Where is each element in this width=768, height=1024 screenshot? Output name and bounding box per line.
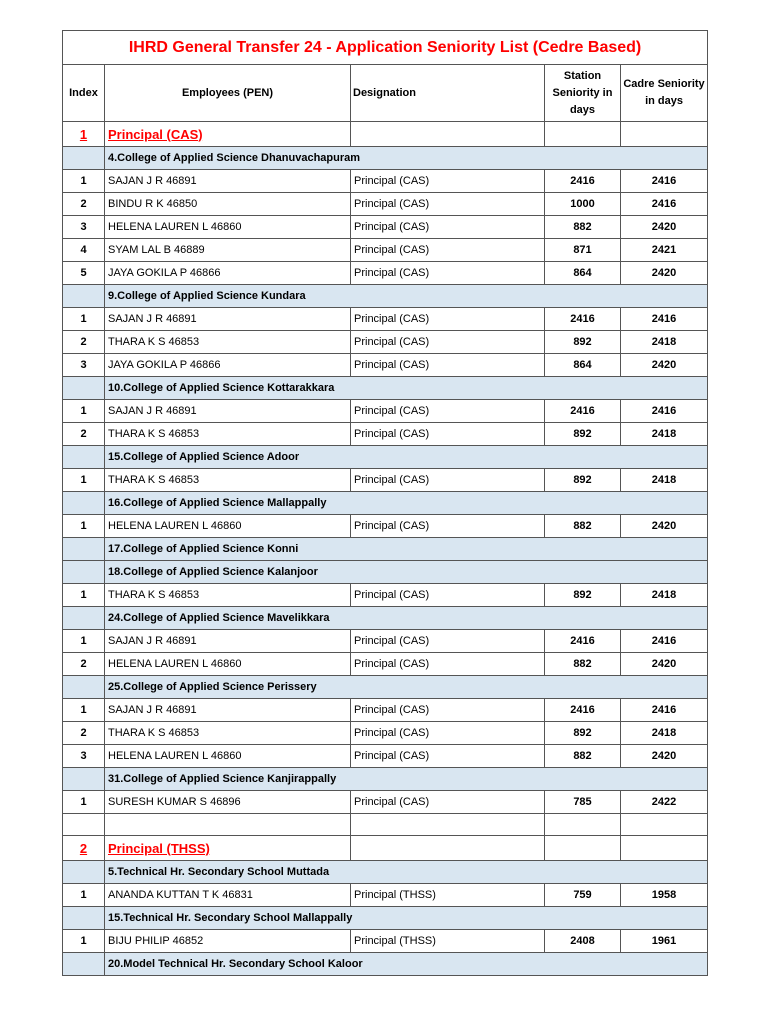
station-seniority-cell: 785 — [545, 791, 621, 814]
station-seniority-cell: 892 — [545, 722, 621, 745]
table-row — [63, 331, 708, 354]
station-seniority-cell: 892 — [545, 423, 621, 446]
institution-row — [63, 561, 708, 584]
designation-cell: Principal (CAS) — [351, 331, 545, 354]
institution-spacer — [63, 676, 105, 699]
row-index: 1 — [63, 930, 105, 953]
cadre-seniority-cell: 2418 — [621, 469, 708, 492]
row-index: 2 — [63, 653, 105, 676]
employee-cell: HELENA LAUREN L 46860 — [105, 653, 351, 676]
cadre-seniority-cell: 2418 — [621, 584, 708, 607]
designation-cell: Principal (CAS) — [351, 308, 545, 331]
header-cadre-seniority: Cadre Seniority in days — [621, 65, 708, 122]
cadre-seniority-cell: 2416 — [621, 170, 708, 193]
header-station-seniority: Station Seniority in days — [545, 65, 621, 122]
station-seniority-cell: 2408 — [545, 930, 621, 953]
table-row — [63, 653, 708, 676]
employee-cell: THARA K S 46853 — [105, 722, 351, 745]
header-employee: Employees (PEN) — [105, 65, 351, 122]
institution-spacer — [63, 147, 105, 170]
cadre-seniority-cell: 2416 — [621, 400, 708, 423]
institution-row — [63, 377, 708, 400]
cadre-seniority-cell: 2416 — [621, 699, 708, 722]
empty-cell — [621, 836, 708, 861]
cadre-seniority-cell: 2418 — [621, 331, 708, 354]
row-index: 2 — [63, 722, 105, 745]
station-seniority-cell: 882 — [545, 515, 621, 538]
station-seniority-cell: 892 — [545, 469, 621, 492]
empty-cell — [621, 814, 708, 836]
institution-row — [63, 953, 708, 976]
empty-cell — [351, 122, 545, 147]
empty-cell — [351, 814, 545, 836]
header-designation: Designation — [351, 65, 545, 122]
table-row — [63, 239, 708, 262]
station-seniority-cell: 1000 — [545, 193, 621, 216]
institution-spacer — [63, 492, 105, 515]
institution-row — [63, 147, 708, 170]
table-row — [63, 515, 708, 538]
table-row — [63, 400, 708, 423]
designation-cell: Principal (CAS) — [351, 722, 545, 745]
designation-cell: Principal (CAS) — [351, 216, 545, 239]
category-row — [63, 836, 708, 861]
row-index: 1 — [63, 584, 105, 607]
cadre-seniority-cell: 2420 — [621, 262, 708, 285]
station-seniority-cell: 871 — [545, 239, 621, 262]
institution-name: 15.College of Applied Science Adoor — [105, 446, 708, 469]
cadre-seniority-cell: 2420 — [621, 354, 708, 377]
employee-cell: SAJAN J R 46891 — [105, 630, 351, 653]
row-index: 1 — [63, 630, 105, 653]
cadre-seniority-cell: 2421 — [621, 239, 708, 262]
station-seniority-cell: 892 — [545, 584, 621, 607]
category-name: Principal (CAS) — [105, 122, 351, 147]
row-index: 3 — [63, 216, 105, 239]
institution-name: 31.College of Applied Science Kanjirappally — [105, 768, 708, 791]
empty-cell — [621, 122, 708, 147]
cadre-seniority-cell: 1961 — [621, 930, 708, 953]
employee-cell: SYAM LAL B 46889 — [105, 239, 351, 262]
station-seniority-cell: 892 — [545, 331, 621, 354]
cadre-seniority-cell: 2418 — [621, 722, 708, 745]
institution-row — [63, 446, 708, 469]
category-index: 2 — [63, 836, 105, 861]
employee-cell: SAJAN J R 46891 — [105, 170, 351, 193]
cadre-seniority-cell: 2422 — [621, 791, 708, 814]
cadre-seniority-cell: 2420 — [621, 216, 708, 239]
designation-cell: Principal (CAS) — [351, 791, 545, 814]
institution-row — [63, 538, 708, 561]
station-seniority-cell: 2416 — [545, 630, 621, 653]
row-index: 4 — [63, 239, 105, 262]
table-row — [63, 262, 708, 285]
row-index: 2 — [63, 331, 105, 354]
institution-spacer — [63, 907, 105, 930]
institution-spacer — [63, 538, 105, 561]
title-row — [63, 31, 708, 65]
row-index: 2 — [63, 423, 105, 446]
institution-name: 17.College of Applied Science Konni — [105, 538, 708, 561]
station-seniority-cell: 882 — [545, 653, 621, 676]
employee-cell: BIJU PHILIP 46852 — [105, 930, 351, 953]
row-index: 1 — [63, 400, 105, 423]
table-row — [63, 699, 708, 722]
institution-row — [63, 861, 708, 884]
table-row — [63, 354, 708, 377]
employee-cell: THARA K S 46853 — [105, 331, 351, 354]
blank-row — [63, 814, 708, 836]
designation-cell: Principal (CAS) — [351, 239, 545, 262]
institution-row — [63, 607, 708, 630]
employee-cell: ANANDA KUTTAN T K 46831 — [105, 884, 351, 907]
station-seniority-cell: 2416 — [545, 699, 621, 722]
institution-name: 9.College of Applied Science Kundara — [105, 285, 708, 308]
cadre-seniority-cell: 2418 — [621, 423, 708, 446]
institution-spacer — [63, 768, 105, 791]
institution-spacer — [63, 607, 105, 630]
institution-name: 18.College of Applied Science Kalanjoor — [105, 561, 708, 584]
employee-cell: JAYA GOKILA P 46866 — [105, 262, 351, 285]
designation-cell: Principal (THSS) — [351, 930, 545, 953]
institution-name: 20.Model Technical Hr. Secondary School Kaloor — [105, 953, 708, 976]
employee-cell: THARA K S 46853 — [105, 423, 351, 446]
institution-spacer — [63, 953, 105, 976]
institution-spacer — [63, 446, 105, 469]
institution-row — [63, 907, 708, 930]
employee-cell: BINDU R K 46850 — [105, 193, 351, 216]
designation-cell: Principal (CAS) — [351, 423, 545, 446]
institution-name: 25.College of Applied Science Perissery — [105, 676, 708, 699]
table-row — [63, 791, 708, 814]
row-index: 1 — [63, 469, 105, 492]
row-index: 5 — [63, 262, 105, 285]
institution-name: 16.College of Applied Science Mallappally — [105, 492, 708, 515]
table-row — [63, 745, 708, 768]
table-row — [63, 630, 708, 653]
designation-cell: Principal (CAS) — [351, 515, 545, 538]
cadre-seniority-cell: 2420 — [621, 515, 708, 538]
table-row — [63, 423, 708, 446]
station-seniority-cell: 864 — [545, 262, 621, 285]
station-seniority-cell: 759 — [545, 884, 621, 907]
station-seniority-cell: 882 — [545, 216, 621, 239]
employee-cell: SURESH KUMAR S 46896 — [105, 791, 351, 814]
row-index: 3 — [63, 354, 105, 377]
institution-row — [63, 492, 708, 515]
table-row — [63, 930, 708, 953]
institution-spacer — [63, 285, 105, 308]
designation-cell: Principal (CAS) — [351, 354, 545, 377]
designation-cell: Principal (CAS) — [351, 653, 545, 676]
institution-name: 24.College of Applied Science Mavelikkara — [105, 607, 708, 630]
institution-name: 10.College of Applied Science Kottarakkara — [105, 377, 708, 400]
table-row — [63, 193, 708, 216]
row-index: 3 — [63, 745, 105, 768]
employee-cell: HELENA LAUREN L 46860 — [105, 745, 351, 768]
cadre-seniority-cell: 2420 — [621, 745, 708, 768]
seniority-table — [62, 30, 708, 976]
designation-cell: Principal (CAS) — [351, 584, 545, 607]
row-index: 1 — [63, 170, 105, 193]
row-index: 1 — [63, 308, 105, 331]
row-index: 1 — [63, 791, 105, 814]
cadre-seniority-cell: 2416 — [621, 630, 708, 653]
empty-cell — [545, 836, 621, 861]
institution-name: 15.Technical Hr. Secondary School Mallappally — [105, 907, 708, 930]
empty-cell — [63, 814, 105, 836]
category-row — [63, 122, 708, 147]
cadre-seniority-cell: 2416 — [621, 308, 708, 331]
empty-cell — [545, 814, 621, 836]
designation-cell: Principal (CAS) — [351, 170, 545, 193]
table-row — [63, 216, 708, 239]
designation-cell: Principal (CAS) — [351, 699, 545, 722]
empty-cell — [351, 836, 545, 861]
row-index: 1 — [63, 699, 105, 722]
table-row — [63, 308, 708, 331]
institution-spacer — [63, 377, 105, 400]
employee-cell: SAJAN J R 46891 — [105, 308, 351, 331]
designation-cell: Principal (CAS) — [351, 745, 545, 768]
header-index: Index — [63, 65, 105, 122]
row-index: 1 — [63, 884, 105, 907]
cadre-seniority-cell: 1958 — [621, 884, 708, 907]
institution-row — [63, 676, 708, 699]
station-seniority-cell: 2416 — [545, 170, 621, 193]
designation-cell: Principal (CAS) — [351, 400, 545, 423]
station-seniority-cell: 2416 — [545, 400, 621, 423]
designation-cell: Principal (CAS) — [351, 630, 545, 653]
station-seniority-cell: 2416 — [545, 308, 621, 331]
employee-cell: SAJAN J R 46891 — [105, 699, 351, 722]
employee-cell: HELENA LAUREN L 46860 — [105, 515, 351, 538]
designation-cell: Principal (CAS) — [351, 469, 545, 492]
designation-cell: Principal (CAS) — [351, 262, 545, 285]
page-title: IHRD General Transfer 24 - Application Seniority List (Cedre Based) — [63, 31, 708, 65]
institution-name: 4.College of Applied Science Dhanuvachapuram — [105, 147, 708, 170]
header-row — [63, 65, 708, 122]
row-index: 1 — [63, 515, 105, 538]
employee-cell: THARA K S 46853 — [105, 469, 351, 492]
institution-name: 5.Technical Hr. Secondary School Muttada — [105, 861, 708, 884]
empty-cell — [105, 814, 351, 836]
cadre-seniority-cell: 2416 — [621, 193, 708, 216]
employee-cell: JAYA GOKILA P 46866 — [105, 354, 351, 377]
category-name: Principal (THSS) — [105, 836, 351, 861]
employee-cell: THARA K S 46853 — [105, 584, 351, 607]
category-index: 1 — [63, 122, 105, 147]
institution-row — [63, 768, 708, 791]
designation-cell: Principal (THSS) — [351, 884, 545, 907]
table-row — [63, 722, 708, 745]
empty-cell — [545, 122, 621, 147]
station-seniority-cell: 864 — [545, 354, 621, 377]
employee-cell: HELENA LAUREN L 46860 — [105, 216, 351, 239]
row-index: 2 — [63, 193, 105, 216]
employee-cell: SAJAN J R 46891 — [105, 400, 351, 423]
table-row — [63, 170, 708, 193]
table-row — [63, 884, 708, 907]
institution-spacer — [63, 861, 105, 884]
institution-spacer — [63, 561, 105, 584]
designation-cell: Principal (CAS) — [351, 193, 545, 216]
station-seniority-cell: 882 — [545, 745, 621, 768]
institution-row — [63, 285, 708, 308]
table-row — [63, 584, 708, 607]
cadre-seniority-cell: 2420 — [621, 653, 708, 676]
table-row — [63, 469, 708, 492]
